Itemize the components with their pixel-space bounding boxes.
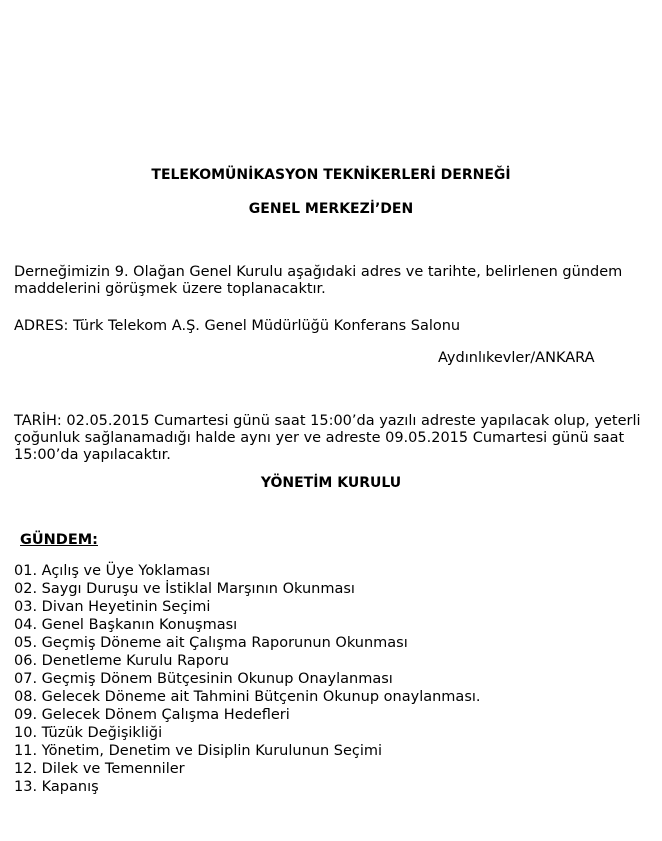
agenda-item: 02. Saygı Duruşu ve İstiklal Marşının Okunması xyxy=(14,581,355,597)
address-line: ADRES: Türk Telekom A.Ş. Genel Müdürlüğü Konferans Salonu xyxy=(14,318,461,334)
association-title: TELEKOMÜNİKASYON TEKNİKERLERİ DERNEĞİ xyxy=(151,167,511,183)
intro-paragraph: Derneğimizin 9. Olağan Genel Kurulu aşağıdaki adres ve tarihte, belirlenen gündem maddelerini görüşmek üzere toplanacaktır. xyxy=(14,264,623,297)
agenda-item: 06. Denetleme Kurulu Raporu xyxy=(14,653,229,669)
agenda-item: 01. Açılış ve Üye Yoklaması xyxy=(14,563,211,579)
headquarters-title: GENEL MERKEZİ’DEN xyxy=(248,201,414,217)
agenda-item: 04. Genel Başkanın Konuşması xyxy=(14,617,238,633)
board-signature: YÖNETİM KURULU xyxy=(260,475,402,491)
agenda-item: 12. Dilek ve Temenniler xyxy=(14,761,185,777)
agenda-item: 08. Gelecek Döneme ait Tahmini Bütçenin Okunup onaylanması. xyxy=(14,689,481,705)
agenda-item: 10. Tüzük Değişikliği xyxy=(14,725,163,741)
agenda-item: 13. Kapanış xyxy=(14,779,99,795)
date-paragraph: TARİH: 02.05.2015 Cumartesi günü saat 15:00’da yazılı adreste yapılacak olup, yeterli çoğunluk sağlanamadığı halde aynı yer ve adreste 09.05.2015 Cumartesi günü saat 15:00’da yapılacaktır. xyxy=(14,413,641,463)
agenda-item: 03. Divan Heyetinin Seçimi xyxy=(14,599,211,615)
agenda-title: GÜNDEM: xyxy=(20,532,98,548)
agenda-item: 11. Yönetim, Denetim ve Disiplin Kurulunun Seçimi xyxy=(14,743,383,759)
agenda-item: 05. Geçmiş Döneme ait Çalışma Raporunun Okunması xyxy=(14,635,408,651)
agenda-item: 07. Geçmiş Dönem Bütçesinin Okunup Onaylanması xyxy=(14,671,393,687)
address-city: Aydınlıkevler/ANKARA xyxy=(438,350,595,366)
agenda-list xyxy=(14,562,481,796)
agenda-item: 09. Gelecek Dönem Çalışma Hedefleri xyxy=(14,707,290,723)
